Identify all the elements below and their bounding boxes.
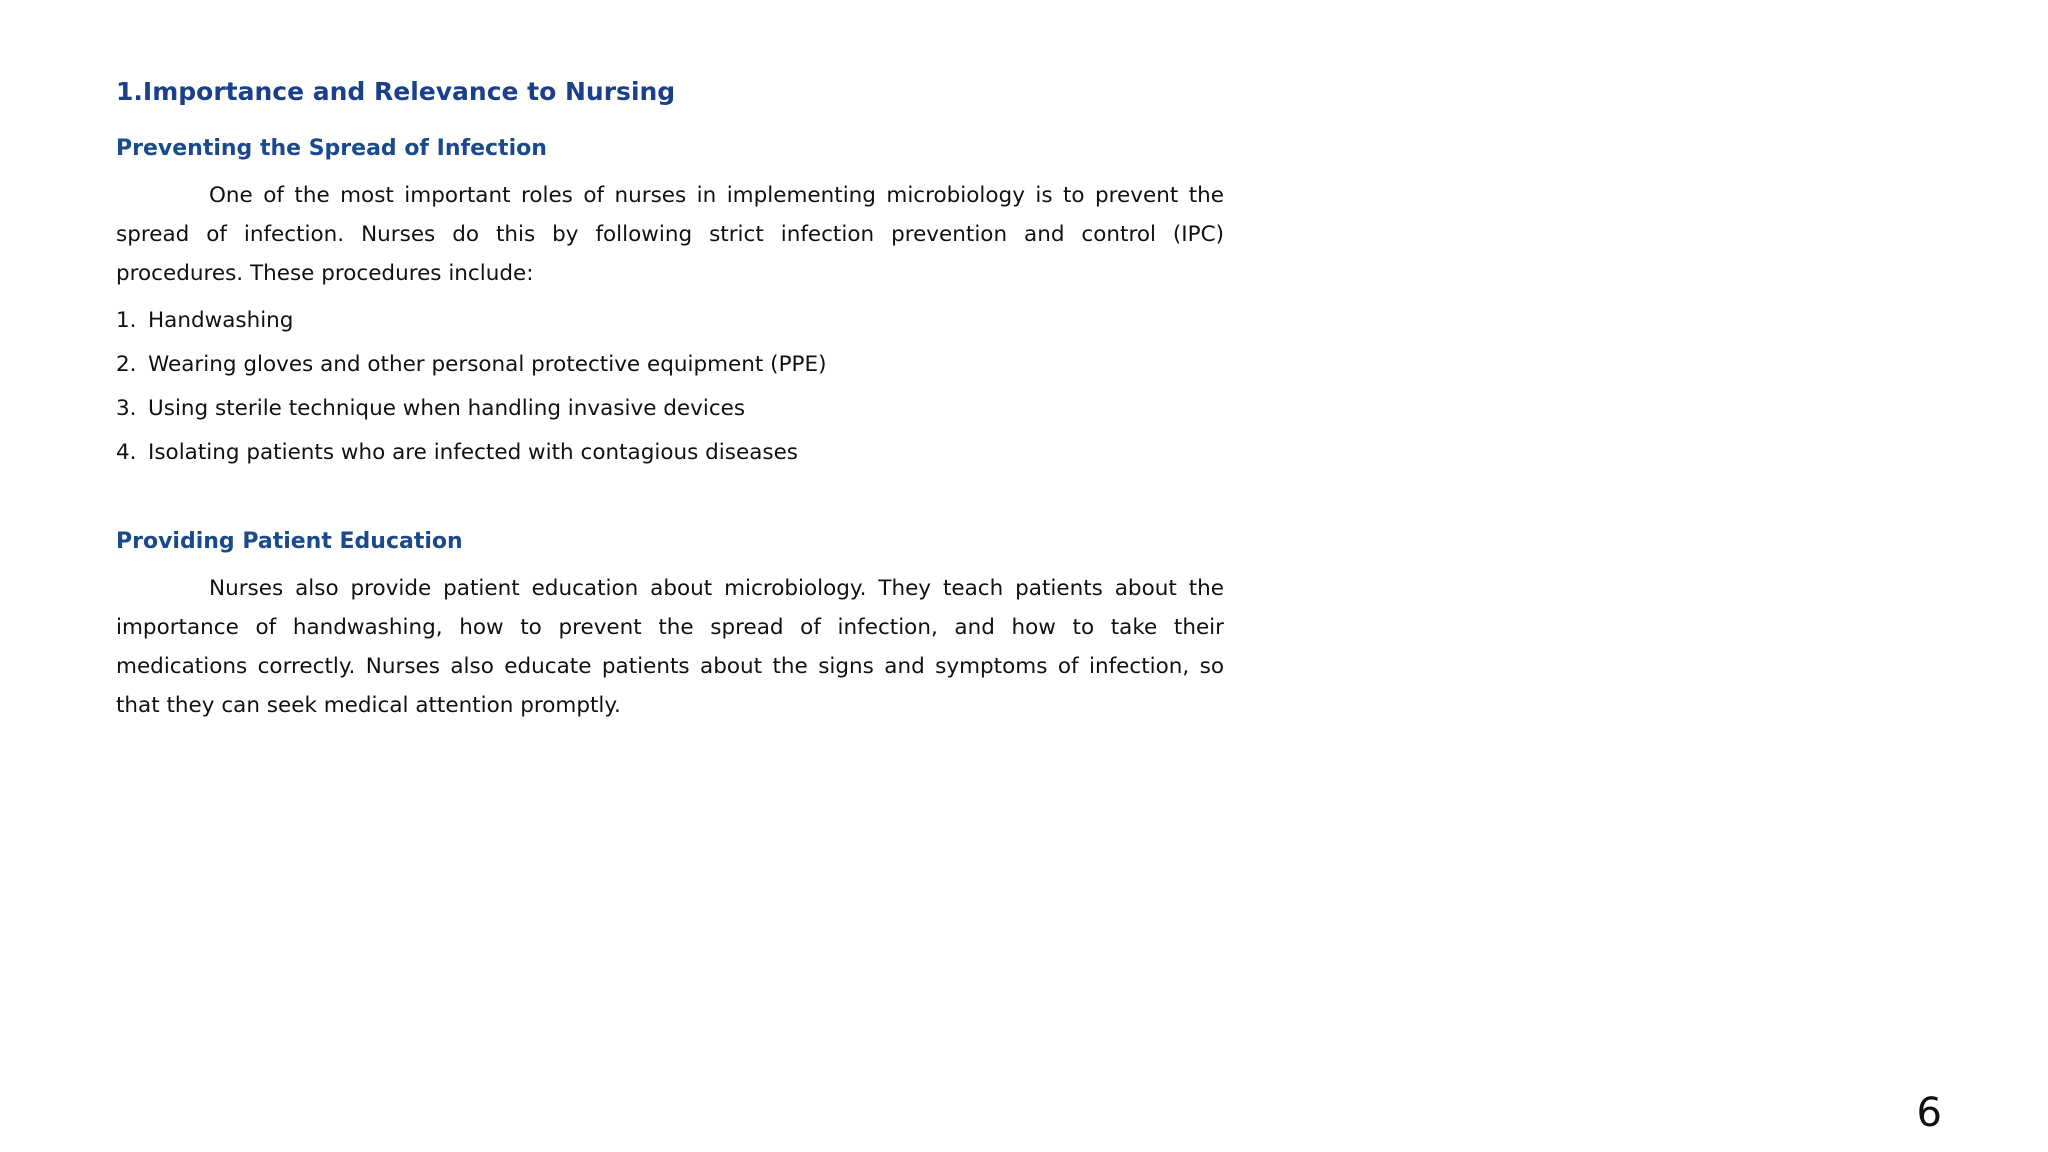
paragraph-patient-education: Nurses also provide patient education about microbiology. They teach patients about the importance of handwashing, how to prevent the spread of infection, and how to take their medications correctly. Nurses also educate patients about the signs and symptoms of infection, so that they can seek medical attention promptly. (116, 576, 1224, 718)
list-item (116, 299, 1224, 343)
list-item (116, 343, 1224, 387)
list-item-number: 4. (116, 440, 137, 465)
subheading-patient-education: Providing Patient Education (116, 529, 463, 554)
list-item-text: Isolating patients who are infected with contagious diseases (148, 440, 799, 465)
document-body (116, 72, 1224, 731)
list-item-text: Wearing gloves and other personal protective equipment (PPE) (148, 352, 827, 377)
list-item (116, 387, 1224, 431)
section-spacer (116, 475, 1224, 525)
ipc-procedures-list (116, 299, 1224, 475)
section-title: 1.Importance and Relevance to Nursing (116, 77, 676, 106)
paragraph-spread-of-infection: One of the most important roles of nurses in implementing microbiology is to prevent the spread of infection. Nurses do this by following strict infection prevention and control (IPC) procedures. These procedures include: (116, 183, 1224, 286)
list-item-text: Handwashing (148, 308, 294, 333)
page-number: 6 (1916, 1090, 1942, 1136)
list-item-text: Using sterile technique when handling invasive devices (148, 396, 746, 421)
list-item-number: 2. (116, 352, 137, 377)
list-item-number: 1. (116, 308, 137, 333)
subheading-spread-of-infection: Preventing the Spread of Infection (116, 136, 547, 161)
list-item (116, 431, 1224, 475)
list-item-number: 3. (116, 396, 137, 421)
